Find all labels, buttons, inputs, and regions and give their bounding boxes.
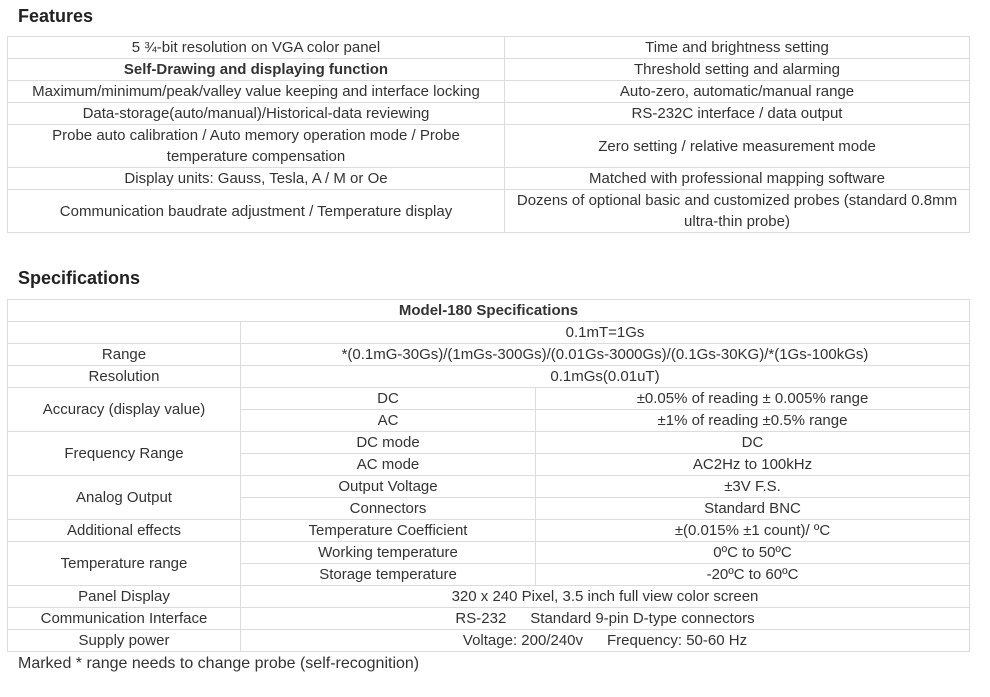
spec-value: 320 x 240 Pixel, 3.5 inch full view color screen	[241, 586, 970, 608]
table-row	[8, 344, 970, 366]
spec-label: Temperature range	[8, 542, 241, 586]
spec-label: Panel Display	[8, 586, 241, 608]
table-row	[8, 300, 970, 322]
spec-value: 0ºC to 50ºC	[536, 542, 970, 564]
spec-sublabel: Output Voltage	[241, 476, 536, 498]
spec-label: Range	[8, 344, 241, 366]
spec-sublabel: Connectors	[241, 498, 536, 520]
table-row	[8, 103, 970, 125]
comm-protocol: RS-232	[455, 610, 507, 627]
table-row	[8, 586, 970, 608]
table-row	[8, 630, 970, 652]
feature-cell: Threshold setting and alarming	[505, 59, 970, 81]
spec-value	[241, 608, 970, 630]
features-heading: Features	[18, 6, 94, 26]
feature-cell: Auto-zero, automatic/manual range	[505, 81, 970, 103]
spec-label	[8, 322, 241, 344]
feature-cell: Probe auto calibration / Auto memory operation mode / Probe temperature compensation	[8, 125, 505, 168]
spec-label: Additional effects	[8, 520, 241, 542]
specifications-table	[7, 299, 970, 652]
table-row	[8, 37, 970, 59]
spec-value: -20ºC to 60ºC	[536, 564, 970, 586]
spec-value	[241, 630, 970, 652]
spec-label: Accuracy (display value)	[8, 388, 241, 432]
spec-sublabel: AC mode	[241, 454, 536, 476]
feature-cell: Zero setting / relative measurement mode	[505, 125, 970, 168]
table-row	[8, 190, 970, 233]
spec-value: AC2Hz to 100kHz	[536, 454, 970, 476]
feature-cell: Communication baudrate adjustment / Temperature display	[8, 190, 505, 233]
spec-table-title: Model-180 Specifications	[8, 300, 970, 322]
spec-value: DC	[536, 432, 970, 454]
table-row	[8, 432, 970, 454]
feature-cell: Time and brightness setting	[505, 37, 970, 59]
spec-value: ±3V F.S.	[536, 476, 970, 498]
table-row	[8, 476, 970, 498]
table-row	[8, 520, 970, 542]
spec-sublabel: Working temperature	[241, 542, 536, 564]
feature-cell: Dozens of optional basic and customized probes (standard 0.8mm ultra-thin probe)	[505, 190, 970, 233]
spec-sublabel: AC	[241, 410, 536, 432]
table-row	[8, 366, 970, 388]
comm-connector: Standard 9-pin D-type connectors	[530, 610, 755, 627]
feature-cell: Matched with professional mapping software	[505, 168, 970, 190]
spec-value: 0.1mGs(0.01uT)	[241, 366, 970, 388]
table-row	[8, 168, 970, 190]
feature-cell: 5 ¾-bit resolution on VGA color panel	[8, 37, 505, 59]
specifications-heading: Specifications	[18, 268, 141, 288]
feature-cell: Self-Drawing and displaying function	[8, 59, 505, 81]
spec-sublabel: Storage temperature	[241, 564, 536, 586]
spec-value: 0.1mT=1Gs	[241, 322, 970, 344]
supply-voltage: Voltage: 200/240v	[462, 632, 584, 649]
spec-value: ±1% of reading ±0.5% range	[536, 410, 970, 432]
table-row	[8, 59, 970, 81]
feature-cell: Data-storage(auto/manual)/Historical-data reviewing	[8, 103, 505, 125]
footnote: Marked * range needs to change probe (self-recognition)	[18, 655, 420, 672]
table-row	[8, 388, 970, 410]
spec-value: ±(0.015% ±1 count)/ ºC	[536, 520, 970, 542]
spec-value: Standard BNC	[536, 498, 970, 520]
table-row	[8, 542, 970, 564]
spec-sublabel: DC mode	[241, 432, 536, 454]
spec-label: Supply power	[8, 630, 241, 652]
feature-cell: Maximum/minimum/peak/valley value keeping and interface locking	[8, 81, 505, 103]
table-row	[8, 322, 970, 344]
spec-sublabel: DC	[241, 388, 536, 410]
spec-value: *(0.1mG-30Gs)/(1mGs-300Gs)/(0.01Gs-3000Gs)/(0.1Gs-30KG)/*(1Gs-100kGs)	[241, 344, 970, 366]
feature-cell: RS-232C interface / data output	[505, 103, 970, 125]
spec-label: Analog Output	[8, 476, 241, 520]
spec-sublabel: Temperature Coefficient	[241, 520, 536, 542]
table-row	[8, 125, 970, 168]
spec-value: ±0.05% of reading ± 0.005% range	[536, 388, 970, 410]
supply-frequency: Frequency: 50-60 Hz	[607, 632, 748, 649]
table-row	[8, 608, 970, 630]
feature-cell: Display units: Gauss, Tesla, A / M or Oe	[8, 168, 505, 190]
spec-label: Resolution	[8, 366, 241, 388]
spec-label: Frequency Range	[8, 432, 241, 476]
spec-label: Communication Interface	[8, 608, 241, 630]
table-row	[8, 81, 970, 103]
features-table	[7, 36, 970, 233]
